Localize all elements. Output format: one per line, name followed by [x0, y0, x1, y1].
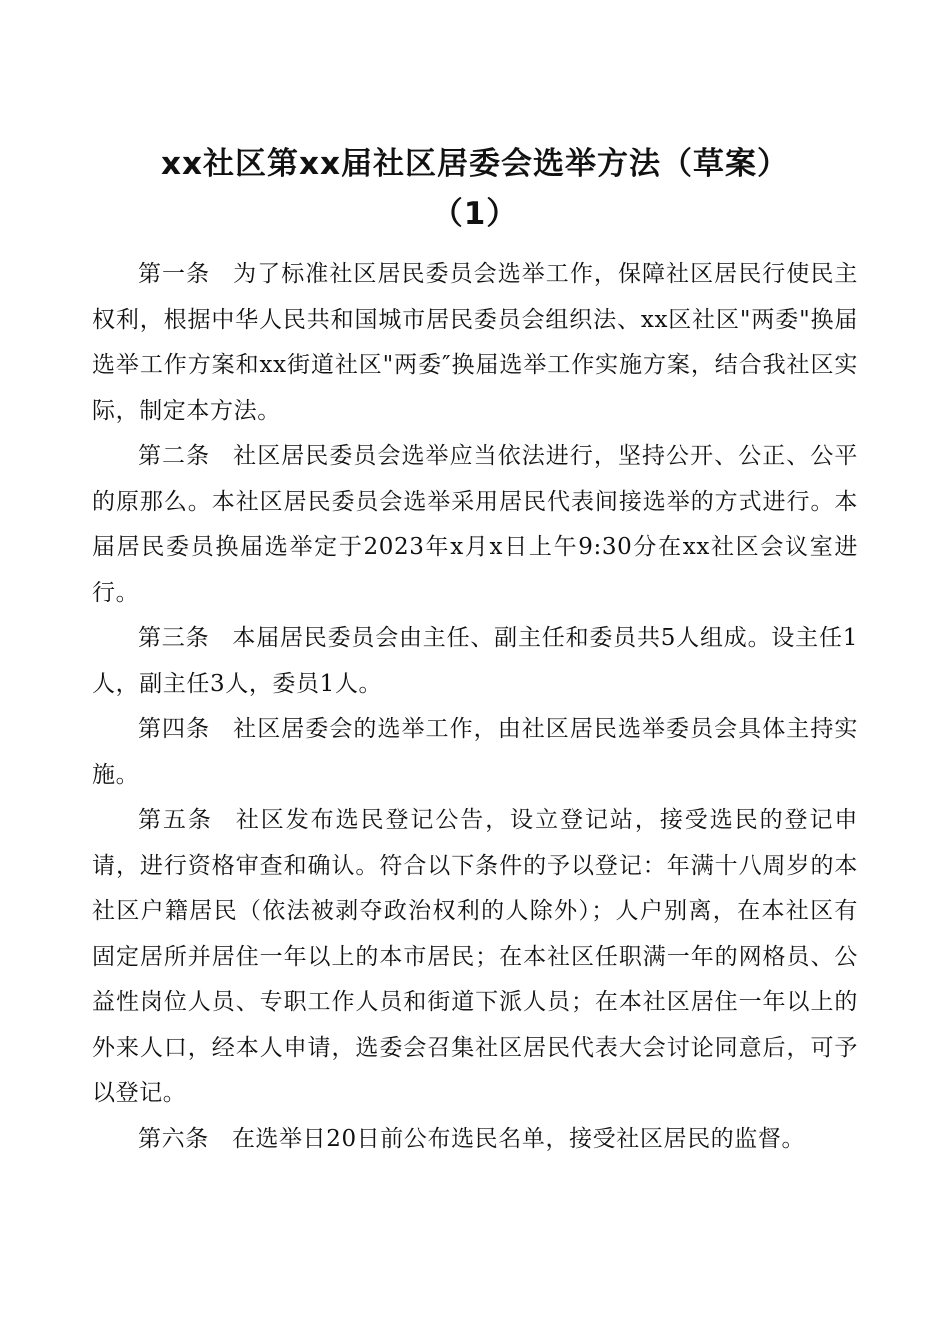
document-title-number: （1） [431, 196, 519, 232]
article-3 [92, 616, 858, 707]
article-label: 第六条 [138, 1125, 209, 1152]
document-body [92, 252, 858, 1162]
article-4 [92, 707, 858, 798]
article-text: 社区居民委员会选举应当依法进行，坚持公开、公正、公平的原那么。本社区居民委员会选举采用居民代表间接选举的方式进行。本届居民委员换届选举定于2023年x月x日上午9:30分在xx社区会议室进行。 [92, 443, 858, 606]
article-6 [92, 1117, 858, 1163]
article-text: 为了标准社区居民委员会选举工作，保障社区居民行使民主权利，根据中华人民共和国城市居民委员会组织法、xx区社区"两委"换届选举工作方案和xx街道社区"两委″换届选举工作实施方案，结合我社区实际，制定本方法。 [92, 261, 858, 424]
article-text: 社区发布选民登记公告，设立登记站，接受选民的登记申请，进行资格审查和确认。符合以下条件的予以登记：年满十八周岁的本社区户籍居民（依法被剥夺政治权利的人除外）；人户别离，在本社区有固定居所并居住一年以上的本市居民；在本社区任职满一年的网格员、公益性岗位人员、专职工作人员和街道下派人员；在本社区居住一年以上的外来人口，经本人申请，选委会召集社区居民代表大会讨论同意后，可予以登记。 [92, 807, 858, 1106]
article-text: 本届居民委员会由主任、副主任和委员共5人组成。设主任1人，副主任3人，委员1人。 [92, 625, 858, 697]
article-2 [92, 434, 858, 616]
document-title: xx社区第xx届社区居委会选举方法（草案） [161, 146, 789, 182]
article-text: 社区居委会的选举工作，由社区居民选举委员会具体主持实施。 [92, 716, 858, 788]
article-5 [92, 798, 858, 1117]
article-label: 第一条 [138, 261, 211, 287]
article-text: 在选举日20日前公布选民名单，接受社区居民的监督。 [231, 1125, 806, 1152]
article-label: 第三条 [138, 625, 210, 651]
article-label: 第二条 [138, 443, 211, 469]
article-label: 第四条 [138, 716, 211, 742]
article-label: 第五条 [138, 807, 213, 833]
article-1 [92, 252, 858, 434]
